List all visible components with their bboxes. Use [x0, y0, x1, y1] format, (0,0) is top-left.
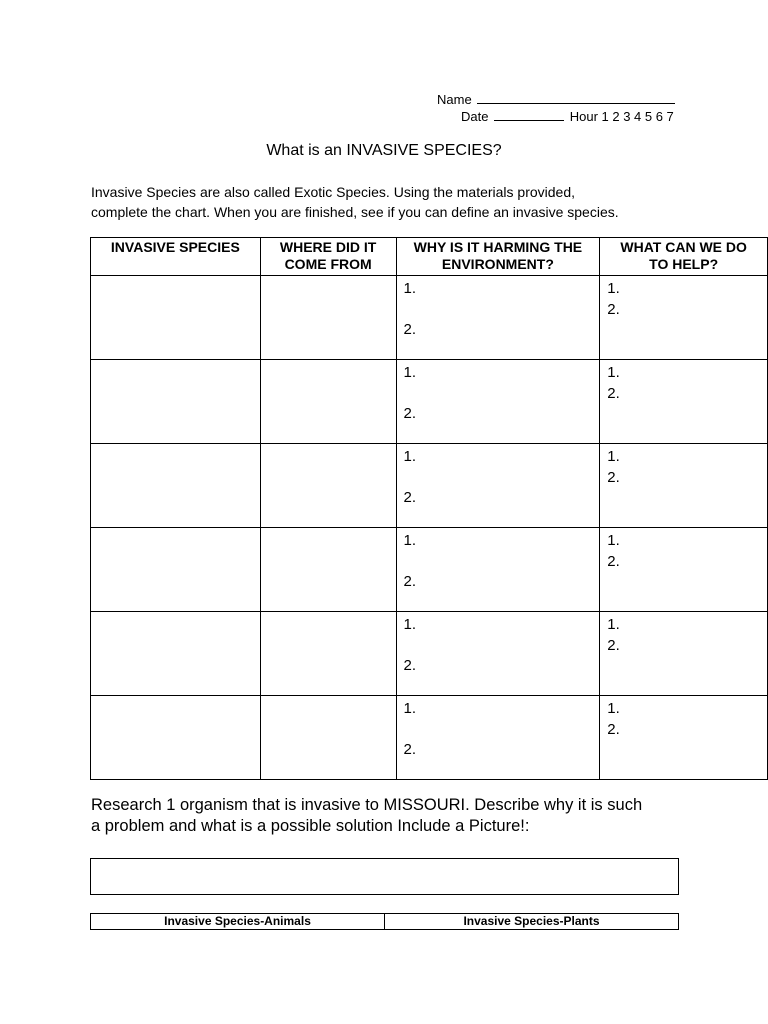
help-item-1: 1.: [607, 700, 620, 717]
origin-cell[interactable]: [260, 276, 396, 360]
header-line: WHY IS IT HARMING THE: [413, 239, 583, 255]
help-cell[interactable]: [600, 528, 768, 612]
help-cell[interactable]: [600, 360, 768, 444]
header-where-from: [260, 238, 396, 276]
header-line: ENVIRONMENT?: [441, 256, 554, 272]
harm-cell[interactable]: [396, 696, 600, 780]
harm-item-2: 2.: [403, 321, 417, 338]
harm-cell[interactable]: [396, 360, 600, 444]
harm-item-2: 2.: [403, 657, 417, 674]
harm-item-1: 1.: [403, 700, 417, 717]
help-cell[interactable]: [600, 276, 768, 360]
harm-item-1: 1.: [403, 448, 417, 465]
species-cell[interactable]: [91, 360, 261, 444]
page-title-text: What is an INVASIVE SPECIES?: [266, 142, 502, 159]
chart-row: [91, 528, 768, 612]
harm-cell[interactable]: [396, 612, 600, 696]
date-field-label: [461, 109, 674, 124]
header-line: WHERE DID IT: [279, 239, 377, 255]
header-line: WHAT CAN WE DO: [620, 239, 747, 255]
harm-item-2: 2.: [403, 405, 417, 422]
date-label: Date: [461, 109, 489, 124]
name-label: Name: [437, 92, 472, 107]
harm-item-1: 1.: [403, 532, 417, 549]
help-item-2: 2.: [607, 301, 620, 318]
harm-item-1: 1.: [403, 364, 417, 381]
help-item-2: 2.: [607, 721, 620, 738]
help-item-2: 2.: [607, 469, 620, 486]
help-item-1: 1.: [607, 532, 620, 549]
header-line: COME FROM: [284, 256, 372, 272]
chart-row: [91, 276, 768, 360]
origin-cell[interactable]: [260, 612, 396, 696]
chart-row: [91, 360, 768, 444]
species-cell[interactable]: [91, 696, 261, 780]
harm-cell[interactable]: [396, 528, 600, 612]
header-how-help: [600, 238, 768, 276]
help-item-2: 2.: [607, 637, 620, 654]
species-cell[interactable]: [91, 276, 261, 360]
research-line-2: a problem and what is a possible solution Include a Picture!:: [91, 817, 530, 835]
header-why-harming: [396, 238, 600, 276]
species-cell[interactable]: [91, 528, 261, 612]
name-blank[interactable]: [477, 92, 675, 104]
harm-item-2: 2.: [403, 573, 417, 590]
plants-header: Invasive Species-Plants: [385, 914, 679, 930]
help-cell[interactable]: [600, 444, 768, 528]
harm-item-1: 1.: [403, 280, 417, 297]
research-line-1: Research 1 organism that is invasive to MISSOURI. Describe why it is such: [91, 796, 643, 814]
chart-row: [91, 612, 768, 696]
chart-row: [91, 444, 768, 528]
harm-item-2: 2.: [403, 741, 417, 758]
help-item-1: 1.: [607, 280, 620, 297]
harm-cell[interactable]: [396, 444, 600, 528]
chart-row: [91, 696, 768, 780]
research-answer-box[interactable]: [90, 858, 679, 895]
name-field-label: [437, 92, 675, 107]
help-item-1: 1.: [607, 448, 620, 465]
intro-paragraph: [91, 182, 711, 222]
intro-line-2: complete the chart. When you are finished, see if you can define an invasive species.: [91, 204, 619, 220]
help-item-2: 2.: [607, 553, 620, 570]
page-title: [0, 142, 768, 160]
origin-cell[interactable]: [260, 528, 396, 612]
origin-cell[interactable]: [260, 696, 396, 780]
origin-cell[interactable]: [260, 444, 396, 528]
date-blank[interactable]: [494, 109, 564, 121]
header-line: TO HELP?: [649, 256, 719, 272]
chart-header-row: [91, 238, 768, 276]
species-cell[interactable]: [91, 444, 261, 528]
help-item-1: 1.: [607, 364, 620, 381]
help-item-1: 1.: [607, 616, 620, 633]
animals-header: Invasive Species-Animals: [91, 914, 385, 930]
harm-item-1: 1.: [403, 616, 417, 633]
species-chart: [90, 237, 768, 780]
harm-item-2: 2.: [403, 489, 417, 506]
hour-label: Hour 1 2 3 4 5 6 7: [569, 109, 674, 124]
species-cell[interactable]: [91, 612, 261, 696]
origin-cell[interactable]: [260, 360, 396, 444]
harm-cell[interactable]: [396, 276, 600, 360]
header-invasive-species: [91, 238, 261, 276]
help-cell[interactable]: [600, 612, 768, 696]
header-line: INVASIVE SPECIES: [110, 239, 240, 255]
research-prompt: [91, 795, 731, 837]
help-cell[interactable]: [600, 696, 768, 780]
intro-line-1: Invasive Species are also called Exotic Species. Using the materials provided,: [91, 184, 576, 200]
species-lists-table: [90, 913, 679, 930]
help-item-2: 2.: [607, 385, 620, 402]
